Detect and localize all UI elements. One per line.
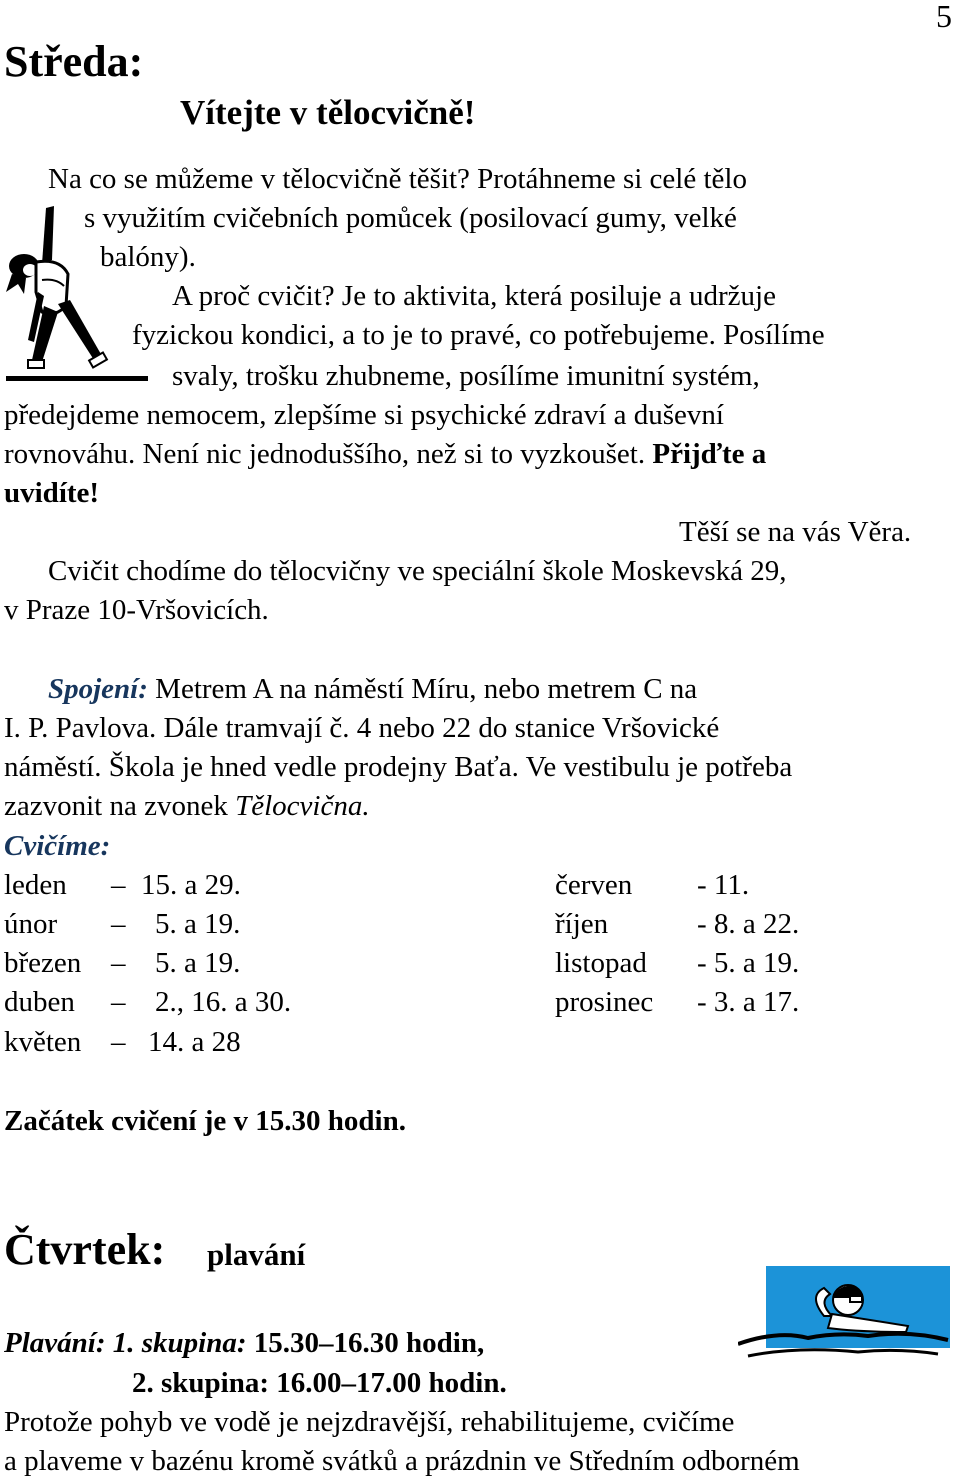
- swim-group-1: [4, 1324, 484, 1363]
- spojeni-label: Spojení:: [48, 673, 148, 705]
- schedule-month: prosinec: [555, 986, 654, 1018]
- spojeni-italic: Tělocvična.: [235, 790, 370, 822]
- spojeni-line: [48, 670, 697, 709]
- spojeni-line: náměstí. Škola je hned vedle prodejny Baťa. Ve vestibulu je potřeba: [4, 751, 793, 783]
- page-number: 5: [936, 0, 952, 34]
- text-line: a plaveme v bazénu kromě svátků a prázdnin ve Středním odborném: [4, 1445, 800, 1477]
- schedule-month: červen: [555, 869, 633, 901]
- heading-swimming: plavání: [207, 1237, 306, 1272]
- cta-text-2: uvidíte!: [4, 477, 100, 509]
- schedule-month: listopad: [555, 947, 647, 979]
- swimmer-icon: [738, 1266, 950, 1366]
- schedule-dates: 14. a 28: [148, 1026, 241, 1058]
- schedule-dates: - 5. a 19.: [697, 947, 800, 979]
- schedule-dates: - 3. a 17.: [697, 986, 800, 1018]
- spojeni-text: Metrem A na náměstí Míru, nebo metrem C na: [155, 673, 698, 705]
- schedule-dates: 2., 16. a 30.: [155, 986, 292, 1018]
- text-line: Na co se můžeme v tělocvičně těšit? Protáhneme si celé tělo: [48, 163, 747, 195]
- schedule-dates: 5. a 19.: [155, 947, 241, 979]
- schedule-dash: –: [111, 908, 126, 940]
- swim-group-2: [132, 1364, 507, 1403]
- spojeni-line: I. P. Pavlova. Dále tramvají č. 4 nebo 22 do stanice Vršovické: [4, 712, 720, 744]
- start-time: Začátek cvičení je v 15.30 hodin.: [4, 1105, 406, 1137]
- schedule-dates: - 11.: [697, 869, 750, 901]
- schedule-month: duben: [4, 986, 75, 1018]
- text-line: A proč cvičit? Je to aktivita, která posiluje a udržuje: [172, 280, 776, 312]
- text-line: [4, 435, 766, 474]
- schedule-dates: 15. a 29.: [141, 869, 241, 901]
- schedule-month: říjen: [555, 908, 609, 940]
- swim-group-1-label: Plavání: 1. skupina:: [4, 1327, 247, 1359]
- text-line: svaly, trošku zhubneme, posílíme imunitní systém,: [172, 360, 760, 392]
- spojeni-text: zazvonit na zvonek: [4, 790, 228, 822]
- cta-text: Přijďte a: [652, 438, 767, 470]
- heading-wednesday: Středa:: [4, 37, 144, 86]
- schedule-dash: –: [111, 947, 126, 979]
- schedule-month: únor: [4, 908, 58, 940]
- welcome-heading: Vítejte v tělocvičně!: [180, 93, 476, 132]
- schedule-dates: - 8. a 22.: [697, 908, 800, 940]
- spojeni-line: [4, 787, 370, 826]
- text-line: Protože pohyb ve vodě je nejzdravější, rehabilitujeme, cvičíme: [4, 1406, 735, 1438]
- schedule-month: březen: [4, 947, 82, 979]
- schedule-month: leden: [4, 869, 67, 901]
- swim-group-2-time: 16.00–17.00 hodin.: [276, 1367, 507, 1399]
- schedule-label: Cvičíme:: [4, 830, 111, 862]
- text-line: s využitím cvičebních pomůcek (posilovací gumy, velké: [84, 202, 737, 234]
- schedule-month: květen: [4, 1026, 82, 1058]
- schedule-dates: 5. a 19.: [155, 908, 241, 940]
- swim-group-1-time: 15.30–16.30 hodin,: [253, 1327, 485, 1359]
- heading-thursday: Čtvrtek:: [4, 1225, 166, 1274]
- schedule-dash: –: [111, 869, 126, 901]
- text-line-plain: rovnováhu. Není nic jednoduššího, než si to vyzkoušet.: [4, 438, 646, 470]
- signature: Těší se na vás Věra.: [679, 516, 912, 548]
- text-line: předejdeme nemocem, zlepšíme si psychické zdraví a duševní: [4, 399, 724, 431]
- location-line: Cvičit chodíme do tělocvičny ve speciální škole Moskevská 29,: [48, 555, 787, 587]
- location-line: v Praze 10-Vršovicích.: [4, 594, 269, 626]
- text-line: fyzickou kondici, a to je to pravé, co potřebujeme. Posílíme: [132, 319, 825, 351]
- swim-group-2-label: 2. skupina:: [132, 1367, 270, 1399]
- text-line: balóny).: [100, 241, 196, 273]
- schedule-dash: –: [111, 1026, 126, 1058]
- schedule-dash: –: [111, 986, 126, 1018]
